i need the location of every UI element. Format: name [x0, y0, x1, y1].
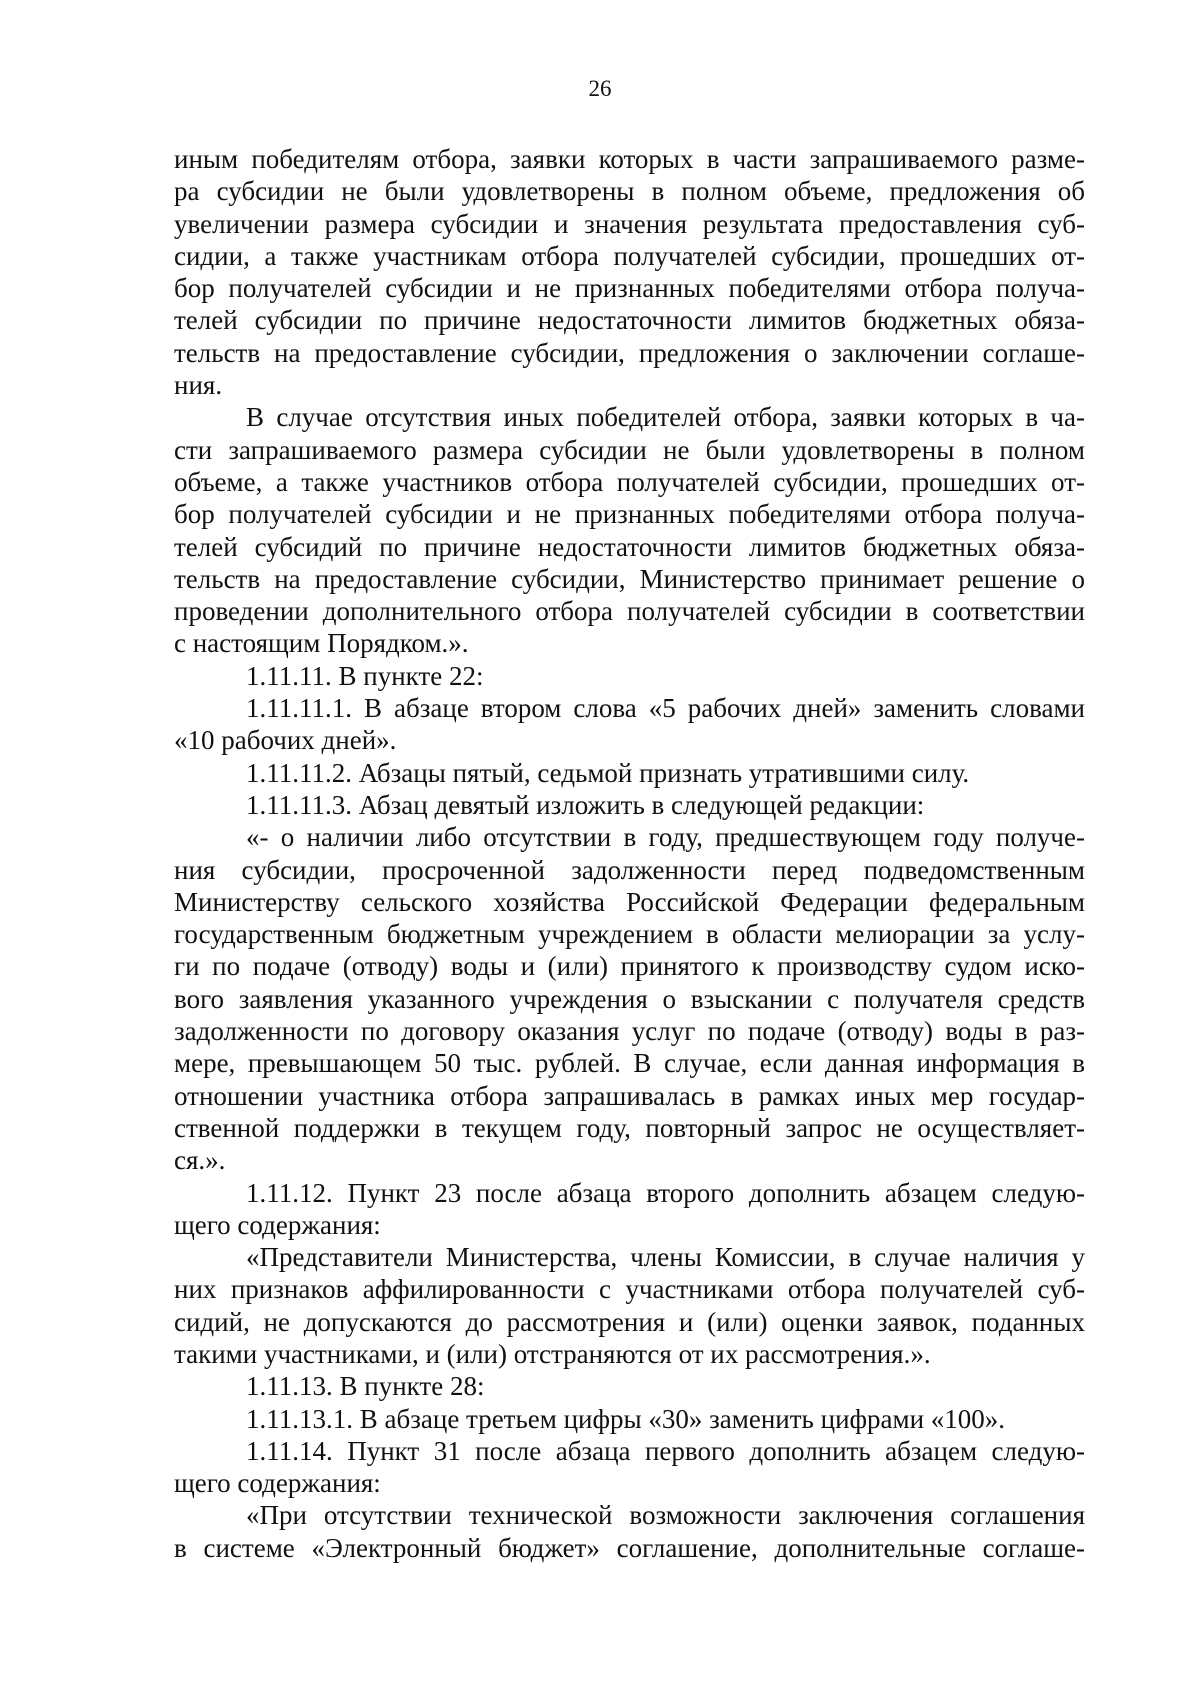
- text-line: объеме, а также участников отбора получателей субсидии, прошедших от-: [174, 466, 1085, 497]
- text-line: государственным бюджетным учреждением в области мелиорации за услу-: [174, 919, 1085, 950]
- text-line: проведении дополнительного отбора получателей субсидии в соответствии: [174, 596, 1085, 627]
- text-line: ния.: [174, 370, 223, 401]
- text-line: тельств на предоставление субсидии, Министерство принимает решение о: [174, 563, 1085, 594]
- text-line: ра субсидии не были удовлетворены в полном объеме, предложения об: [174, 176, 1085, 207]
- text-line: мере, превышающем 50 тыс. рублей. В случае, если данная информация в: [174, 1048, 1085, 1079]
- text-line: задолженности по договору оказания услуг по подаче (отводу) воды в раз-: [174, 1016, 1085, 1047]
- text-line: них признаков аффилированности с участниками отбора получателей суб-: [174, 1274, 1085, 1305]
- text-line: отношении участника отбора запрашивалась в рамках иных мер государ-: [174, 1080, 1085, 1111]
- text-line: телей субсидий по причине недостаточности лимитов бюджетных обяза-: [174, 531, 1085, 562]
- text-line: бор получателей субсидии и не признанных победителями отбора получа-: [174, 273, 1085, 304]
- text-line: тельств на предоставление субсидии, предложения о заключении соглаше-: [174, 337, 1085, 368]
- text-line: ния субсидии, просроченной задолженности перед подведомственным: [174, 854, 1085, 885]
- document-body: [174, 143, 1085, 1564]
- text-line: «При отсутствии технической возможности заключения соглашения: [246, 1500, 1085, 1531]
- text-line: увеличении размера субсидии и значения результата предоставления суб-: [174, 208, 1085, 239]
- text-line: щего содержания:: [174, 1209, 381, 1240]
- text-line: щего содержания:: [174, 1468, 381, 1499]
- text-line: В случае отсутствия иных победителей отбора, заявки которых в ча-: [246, 402, 1085, 433]
- text-line: телей субсидии по причине недостаточности лимитов бюджетных обяза-: [174, 305, 1085, 336]
- page-number: 26: [588, 76, 612, 101]
- text-line: ги по подаче (отводу) воды и (или) принятого к производству судом иско-: [174, 951, 1085, 982]
- text-line: «Представители Министерства, члены Комиссии, в случае наличия у: [246, 1242, 1085, 1273]
- text-line: ся.».: [174, 1145, 226, 1176]
- text-line: 1.11.11.2. Абзацы пятый, седьмой признать утратившими силу.: [246, 757, 970, 788]
- text-line: иным победителям отбора, заявки которых в части запрашиваемого разме-: [174, 144, 1085, 174]
- text-line: сти запрашиваемого размера субсидии не были удовлетворены в полном: [174, 434, 1085, 465]
- text-line: 1.11.11.3. Абзац девятый изложить в следующей редакции:: [246, 789, 925, 820]
- text-line: вого заявления указанного учреждения о взыскании с получателя средств: [174, 983, 1085, 1014]
- text-line: 1.11.11. В пункте 22:: [246, 660, 484, 691]
- text-line: бор получателей субсидии и не признанных победителями отбора получа-: [174, 499, 1085, 530]
- text-line: 1.11.13.1. В абзаце третьем цифры «30» заменить цифрами «100».: [246, 1403, 1006, 1434]
- text-line: «10 рабочих дней».: [174, 725, 397, 756]
- text-line: 1.11.11.1. В абзаце втором слова «5 рабочих дней» заменить словами: [246, 693, 1085, 724]
- text-line: 1.11.12. Пункт 23 после абзаца второго дополнить абзацем следую-: [246, 1177, 1085, 1208]
- text-line: сидии, а также участникам отбора получателей субсидии, прошедших от-: [174, 240, 1085, 271]
- text-line: сидий, не допускаются до рассмотрения и (или) оценки заявок, поданных: [174, 1306, 1085, 1337]
- text-line: Министерству сельского хозяйства Российской Федерации федеральным: [174, 886, 1085, 917]
- text-line: 1.11.13. В пункте 28:: [246, 1371, 485, 1402]
- text-line: такими участниками, и (или) отстраняются от их рассмотрения.».: [174, 1338, 931, 1369]
- text-line: ственной поддержки в текущем году, повторный запрос не осуществляет-: [174, 1112, 1085, 1143]
- text-line: 1.11.14. Пункт 31 после абзаца первого дополнить абзацем следую-: [246, 1435, 1085, 1466]
- text-line: «- о наличии либо отсутствии в году, предшествующем году получе-: [246, 822, 1085, 853]
- text-line: в системе «Электронный бюджет» соглашение, дополнительные соглаше-: [174, 1532, 1085, 1563]
- text-line: с настоящим Порядком.».: [174, 628, 469, 659]
